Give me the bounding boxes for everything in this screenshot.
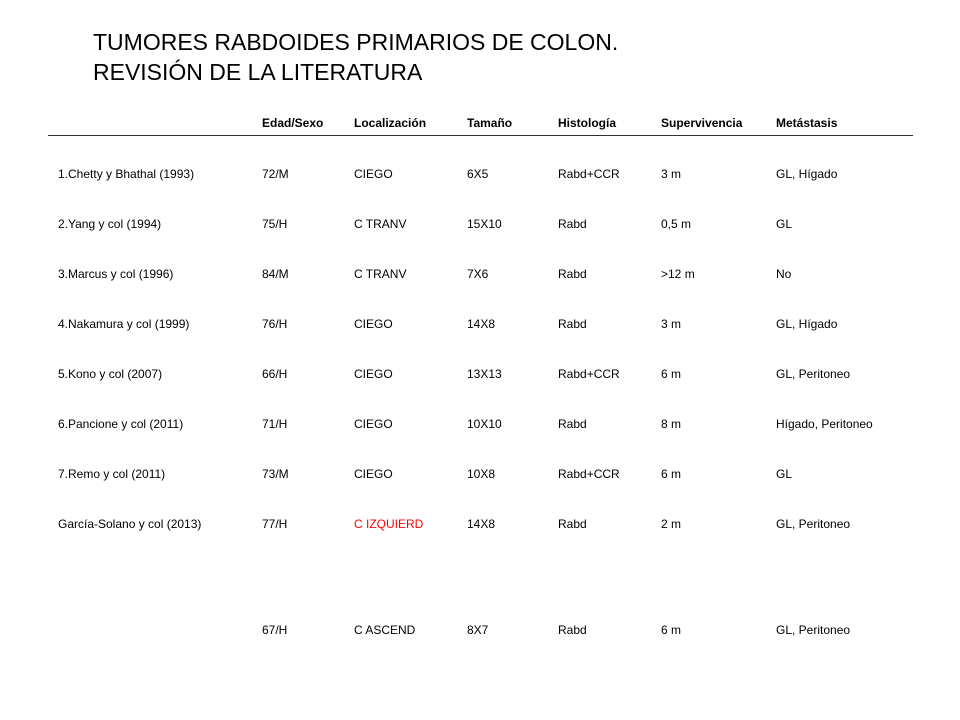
cell-histologia: Rabd: [558, 417, 587, 431]
header-supervivencia: Supervivencia: [661, 116, 743, 130]
table-header-row: [48, 110, 913, 136]
cell-reference: 1.Chetty y Bhathal (1993): [58, 167, 195, 181]
cell-localizacion: CIEGO: [354, 167, 393, 181]
table-row: [48, 623, 913, 639]
cell-supervivencia: 3 m: [661, 317, 682, 331]
cell-edad-sexo: 73/M: [262, 467, 289, 481]
header-edad-sexo: Edad/Sexo: [262, 116, 324, 130]
cell-supervivencia: 8 m: [661, 417, 682, 431]
cell-edad-sexo: 67/H: [262, 623, 288, 637]
header-histologia: Histología: [558, 116, 617, 130]
cell-reference: García-Solano y col (2013): [58, 517, 202, 531]
cell-histologia: Rabd: [558, 317, 587, 331]
cell-metastasis: GL, Peritoneo: [776, 517, 851, 531]
table-row: [48, 417, 913, 433]
cell-tamano: 6X5: [467, 167, 489, 181]
cell-metastasis: GL: [776, 467, 793, 481]
cell-localizacion: CIEGO: [354, 467, 393, 481]
cell-tamano: 13X13: [467, 367, 502, 381]
table-row: [48, 267, 913, 283]
cell-supervivencia: 6 m: [661, 367, 682, 381]
cell-edad-sexo: 75/H: [262, 217, 288, 231]
cell-reference: 4.Nakamura y col (1999): [58, 317, 190, 331]
cell-metastasis: GL, Hígado: [776, 167, 838, 181]
cell-metastasis: GL: [776, 217, 793, 231]
cell-histologia: Rabd: [558, 517, 587, 531]
cell-histologia: Rabd: [558, 623, 587, 637]
cell-localizacion: C ASCEND: [354, 623, 416, 637]
cell-supervivencia: 0,5 m: [661, 217, 692, 231]
cell-edad-sexo: 66/H: [262, 367, 288, 381]
cell-reference: 5.Kono y col (2007): [58, 367, 163, 381]
cell-supervivencia: 6 m: [661, 623, 682, 637]
table-row: [48, 367, 913, 383]
cell-tamano: 8X7: [467, 623, 489, 637]
cell-localizacion: C TRANV: [354, 267, 407, 281]
page-title: [93, 27, 618, 87]
cell-reference: 3.Marcus y col (1996): [58, 267, 174, 281]
cell-tamano: 14X8: [467, 517, 496, 531]
cell-reference: 7.Remo y col (2011): [58, 467, 166, 481]
cell-tamano: 10X8: [467, 467, 496, 481]
cell-localizacion: C TRANV: [354, 217, 407, 231]
table-row: [48, 517, 913, 533]
cell-edad-sexo: 84/M: [262, 267, 289, 281]
cell-metastasis: GL, Peritoneo: [776, 623, 851, 637]
cell-tamano: 14X8: [467, 317, 496, 331]
title-line-2: REVISIÓN DE LA LITERATURA: [93, 59, 423, 85]
cell-supervivencia: >12 m: [661, 267, 695, 281]
table-row: [48, 467, 913, 483]
cell-edad-sexo: 71/H: [262, 417, 288, 431]
cell-edad-sexo: 77/H: [262, 517, 288, 531]
cell-supervivencia: 6 m: [661, 467, 682, 481]
cell-tamano: 15X10: [467, 217, 502, 231]
cell-localizacion: CIEGO: [354, 317, 393, 331]
header-localizacion: Localización: [354, 116, 427, 130]
cell-localizacion: CIEGO: [354, 367, 393, 381]
cell-localizacion-highlighted: C IZQUIERD: [354, 517, 424, 531]
cell-supervivencia: 3 m: [661, 167, 682, 181]
table-row: [48, 317, 913, 333]
cell-histologia: Rabd+CCR: [558, 167, 620, 181]
cell-histologia: Rabd+CCR: [558, 367, 620, 381]
cell-metastasis: Hígado, Peritoneo: [776, 417, 873, 431]
header-tamano: Tamaño: [467, 116, 513, 130]
cell-histologia: Rabd: [558, 217, 587, 231]
cell-tamano: 7X6: [467, 267, 489, 281]
cell-localizacion: CIEGO: [354, 417, 393, 431]
cell-metastasis: No: [776, 267, 792, 281]
title-line-1: TUMORES RABDOIDES PRIMARIOS DE COLON.: [93, 29, 619, 55]
cell-metastasis: GL, Peritoneo: [776, 367, 851, 381]
cell-metastasis: GL, Hígado: [776, 317, 838, 331]
cell-tamano: 10X10: [467, 417, 502, 431]
cell-supervivencia: 2 m: [661, 517, 682, 531]
cell-edad-sexo: 72/M: [262, 167, 289, 181]
table-row: [48, 167, 913, 183]
cell-histologia: Rabd: [558, 267, 587, 281]
cell-edad-sexo: 76/H: [262, 317, 288, 331]
literature-table: [48, 110, 913, 637]
header-metastasis: Metástasis: [776, 116, 838, 130]
cell-reference: 2.Yang y col (1994): [58, 217, 162, 231]
cell-histologia: Rabd+CCR: [558, 467, 620, 481]
cell-reference: 6.Pancione y col (2011): [58, 417, 184, 431]
table-row: [48, 217, 913, 233]
